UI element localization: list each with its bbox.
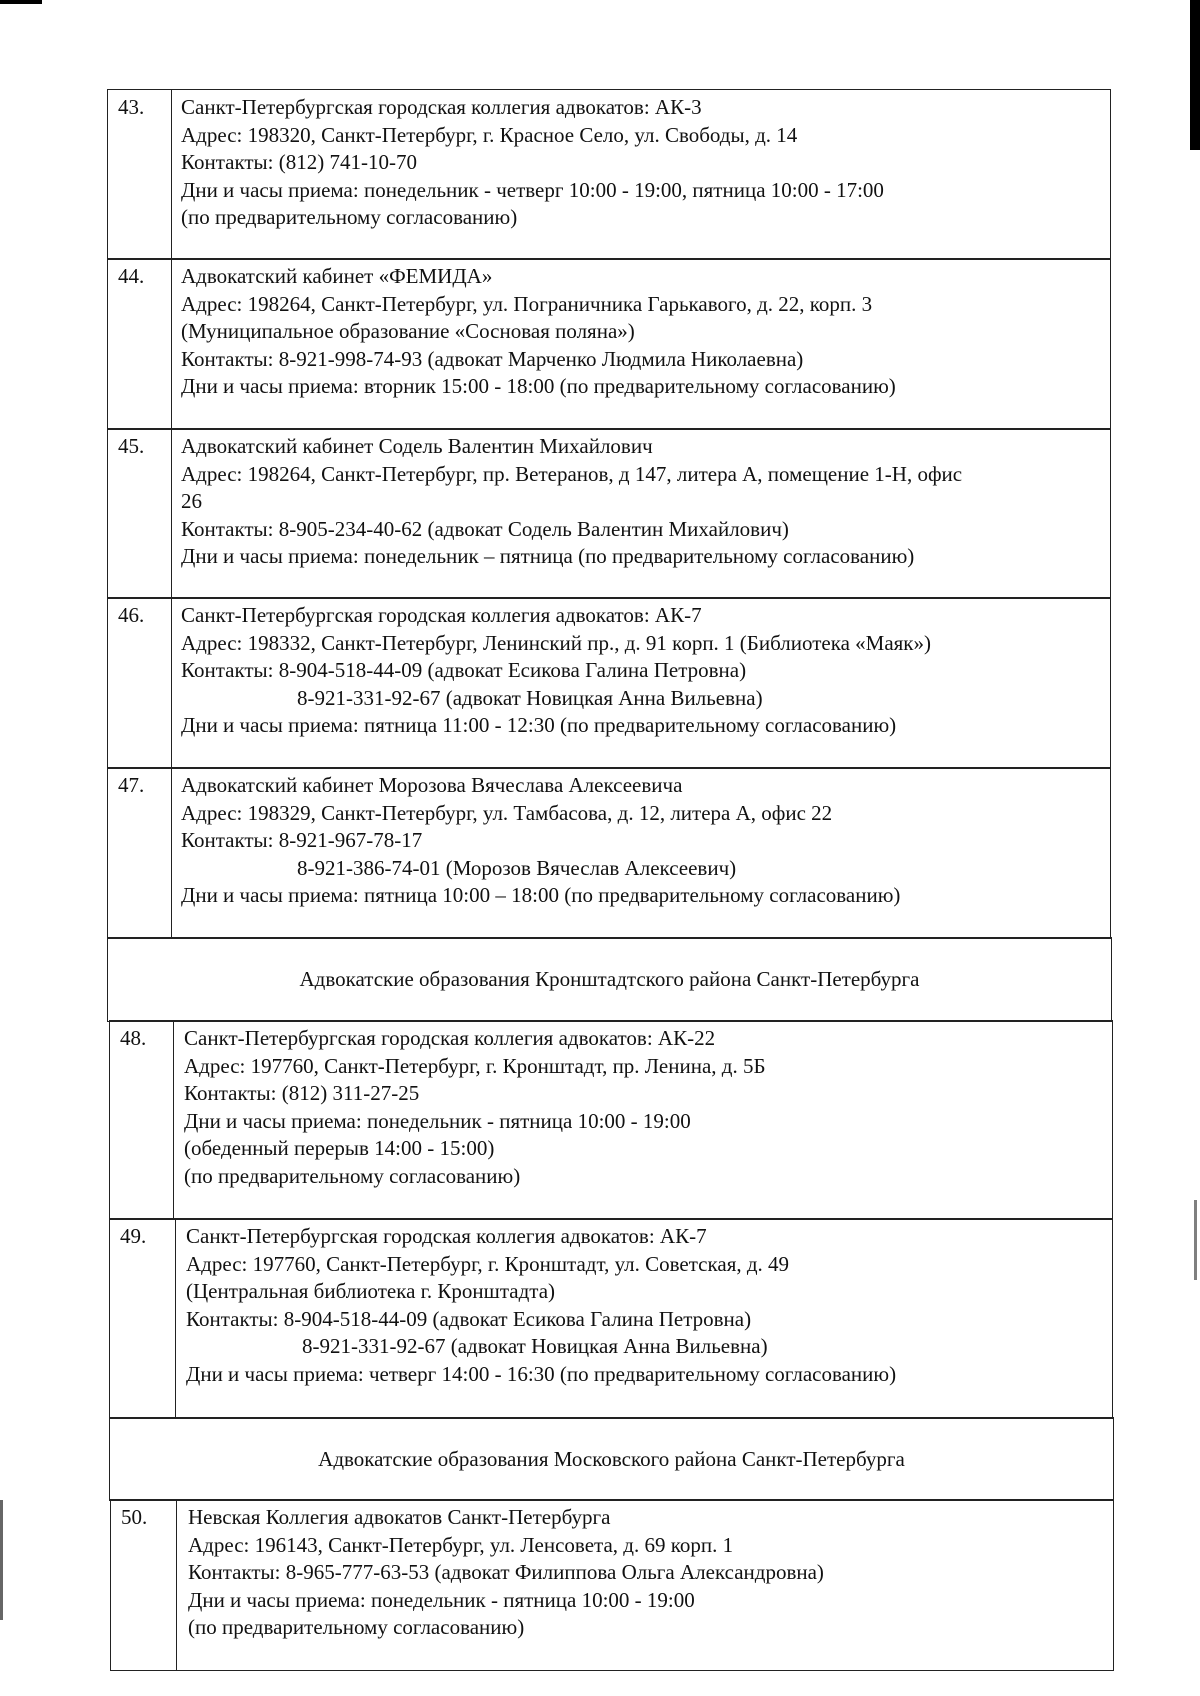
entry-line: Адвокатский кабинет Морозова Вячеслава Алексеевича — [181, 773, 683, 797]
entry-line: (по предварительному согласованию) — [188, 1615, 525, 1640]
entry-line: Дни и часы приема: пятница 10:00 – 18:00 (по предварительному согласованию) — [181, 883, 901, 908]
entry-number: 43. — [118, 95, 145, 119]
entry-number: 49. — [120, 1224, 147, 1248]
entry-line: Адрес: 198264, Санкт-Петербург, ул. Пограничника Гарькавого, д. 22, корп. 3 — [181, 291, 873, 316]
entry-details — [181, 433, 962, 571]
section-header-row — [107, 937, 1112, 1022]
number-cell — [108, 90, 172, 259]
entry-line: Санкт-Петербургская городская коллегия адвокатов: АК-7 — [186, 1224, 707, 1248]
entry-line: Адрес: 196143, Санкт-Петербург, ул. Ленсовета, д. 69 корп. 1 — [188, 1532, 734, 1557]
entry-line: Дни и часы приема: вторник 15:00 - 18:00 (по предварительному согласованию) — [181, 374, 896, 399]
table-row — [110, 1499, 1114, 1671]
entry-line: Дни и часы приема: понедельник - пятница 10:00 - 19:00 — [188, 1587, 695, 1612]
entry-line: Дни и часы приема: пятница 11:00 - 12:30 (по предварительному согласованию) — [181, 713, 897, 738]
entry-line: Санкт-Петербургская городская коллегия адвокатов: АК-7 — [181, 603, 702, 627]
entry-line: (по предварительному согласованию) — [181, 205, 518, 230]
entry-line: Контакты: 8-921-998-74-93 (адвокат Марченко Людмила Николаевна) — [181, 346, 804, 371]
entry-line: Адрес: 198329, Санкт-Петербург, ул. Тамбасова, д. 12, литера А, офис 22 — [181, 800, 833, 825]
entry-number: 44. — [118, 264, 145, 288]
number-cell — [110, 1021, 174, 1219]
entry-line: 8-921-331-92-67 (адвокат Новицкая Анна Вильевна) — [297, 685, 763, 710]
entry-line: Дни и часы приема: понедельник - четверг 10:00 - 19:00, пятница 10:00 - 17:00 — [181, 177, 884, 202]
entry-line: 8-921-331-92-67 (адвокат Новицкая Анна Вильевна) — [302, 1334, 768, 1359]
entry-number: 48. — [120, 1026, 147, 1050]
entry-number: 46. — [118, 603, 145, 627]
entry-line: (Центральная библиотека г. Кронштадта) — [186, 1279, 556, 1304]
entry-line: Контакты: 8-921-967-78-17 — [181, 828, 423, 853]
entry-line: (по предварительному согласованию) — [184, 1163, 521, 1188]
entry-line: 8-921-386-74-01 (Морозов Вячеслав Алексеевич) — [297, 855, 737, 880]
entry-line: Контакты: (812) 311-27-25 — [184, 1081, 420, 1106]
entry-line: Дни и часы приема: понедельник - пятница 10:00 - 19:00 — [184, 1108, 691, 1133]
entry-line: Контакты: 8-904-518-44-09 (адвокат Есикова Галина Петровна) — [181, 658, 747, 683]
number-cell — [108, 768, 172, 938]
entry-line: Невская Коллегия адвокатов Санкт-Петербурга — [188, 1505, 611, 1529]
entry-line: Адрес: 198332, Санкт-Петербург, Ленинский пр., д. 91 корп. 1 (Библиотека «Маяк») — [181, 630, 932, 655]
entry-line: Контакты: (812) 741-10-70 — [181, 150, 417, 175]
number-cell — [108, 598, 172, 768]
entry-line: Контакты: 8-965-777-63-53 (адвокат Филиппова Ольга Александровна) — [188, 1560, 824, 1585]
entry-number: 50. — [121, 1505, 148, 1529]
entry-number: 47. — [118, 773, 145, 797]
number-cell — [110, 1219, 176, 1418]
section-header-row — [109, 1417, 1114, 1501]
number-cell — [108, 429, 172, 598]
entry-details — [188, 1504, 824, 1642]
table-row — [107, 597, 1111, 769]
table-row — [109, 1020, 1113, 1220]
table-row — [107, 89, 1111, 260]
entry-details — [181, 772, 900, 910]
entry-details — [181, 94, 884, 232]
table-row — [107, 258, 1111, 430]
entry-number: 45. — [118, 434, 145, 458]
section-title: Адвокатские образования Московского района Санкт-Петербурга — [318, 1446, 905, 1471]
section-title: Адвокатские образования Кронштадтского района Санкт-Петербурга — [299, 967, 920, 991]
entry-line: Адвокатский кабинет Содель Валентин Михайлович — [181, 434, 653, 458]
entry-line: Адрес: 198320, Санкт-Петербург, г. Красное Село, ул. Свободы, д. 14 — [181, 122, 798, 147]
entry-line: (обеденный перерыв 14:00 - 15:00) — [184, 1136, 495, 1161]
table-row — [109, 1218, 1113, 1419]
number-cell — [108, 259, 172, 429]
entry-line: Адрес: 197760, Санкт-Петербург, г. Кронштадт, ул. Советская, д. 49 — [186, 1251, 790, 1276]
entry-line: Адрес: 197760, Санкт-Петербург, г. Кронштадт, пр. Ленина, д. 5Б — [184, 1053, 766, 1078]
table-row — [107, 767, 1111, 939]
entry-details — [184, 1025, 766, 1191]
number-cell — [111, 1500, 177, 1670]
entry-line: Санкт-Петербургская городская коллегия адвокатов: АК-22 — [184, 1026, 716, 1050]
entry-details — [181, 602, 931, 740]
entry-line: (Муниципальное образование «Сосновая поляна») — [181, 319, 635, 344]
entry-line: Дни и часы приема: понедельник – пятница (по предварительному согласованию) — [181, 544, 915, 569]
entry-line: 26 — [181, 489, 202, 514]
entry-details — [186, 1223, 896, 1389]
entry-line: Адрес: 198264, Санкт-Петербург, пр. Ветеранов, д 147, литера А, помещение 1-Н, офис — [181, 461, 963, 486]
entry-line: Санкт-Петербургская городская коллегия адвокатов: АК-3 — [181, 95, 702, 119]
entry-line: Контакты: 8-905-234-40-62 (адвокат Содель Валентин Михайлович) — [181, 516, 789, 541]
entry-line: Дни и часы приема: четверг 14:00 - 16:30 (по предварительному согласованию) — [186, 1361, 897, 1386]
entry-line: Контакты: 8-904-518-44-09 (адвокат Есикова Галина Петровна) — [186, 1306, 752, 1331]
table-row — [107, 428, 1111, 599]
entry-line: Адвокатский кабинет «ФЕМИДА» — [181, 264, 493, 288]
entry-details — [181, 263, 896, 401]
